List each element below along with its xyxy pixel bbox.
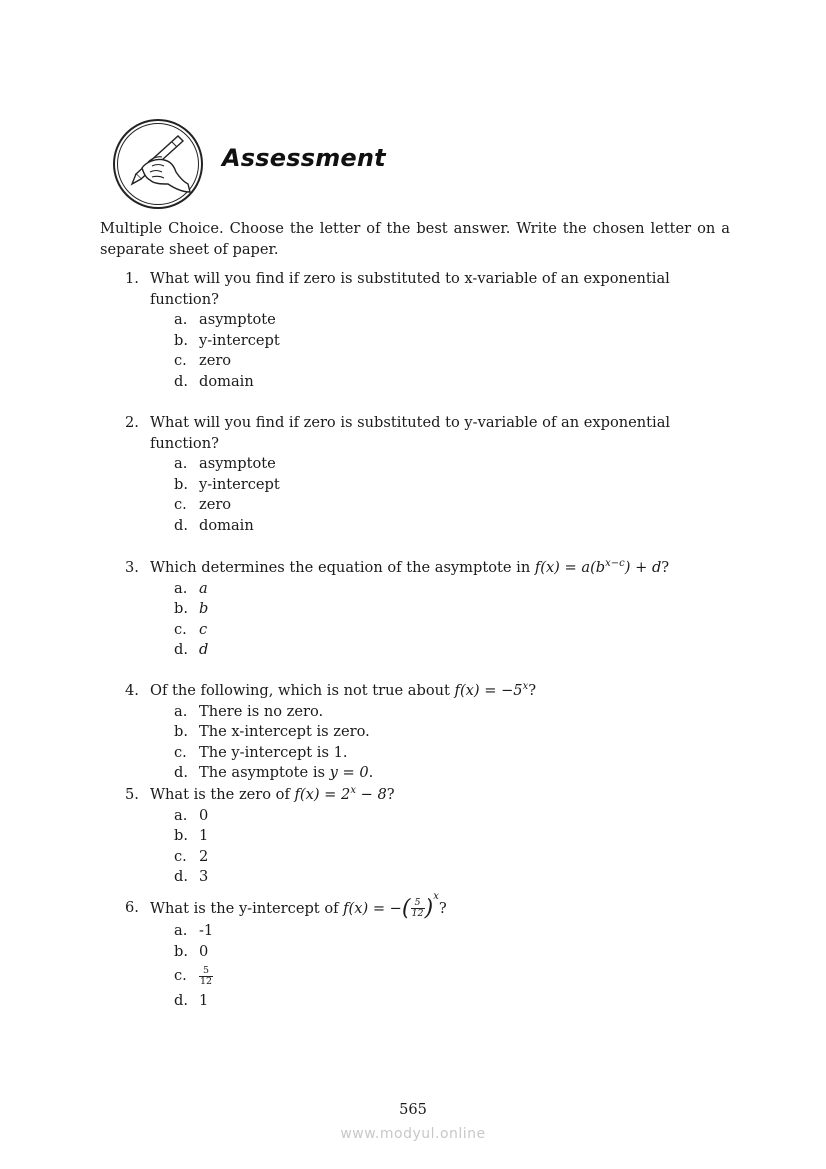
option-b: b. y-intercept: [174, 475, 280, 493]
question-text: What is the zero of $f(x) = 2^x - 8$?: [150, 785, 395, 803]
option-d: d. domain: [174, 516, 254, 534]
question-text: What will you find if zero is substituted to y-variable of an exponential function?: [150, 414, 671, 452]
math-expression: $f(x) = a(b^{x-c}) + d$: [534, 558, 662, 576]
question-text: What is the y-intercept of f(x) = −( $\frac{5}{12}$ )$^x$?: [150, 890, 447, 921]
page-title: Assessment: [222, 144, 386, 172]
question-4: [125, 681, 725, 784]
option-c: c. The y-intercept is 1.: [174, 743, 348, 761]
option-d: d. The asymptote is y = 0.: [174, 764, 374, 782]
option-d: d. domain: [174, 372, 254, 390]
option-a: a. a: [174, 579, 208, 597]
option-c: c. c: [174, 620, 208, 638]
option-c: c. zero: [174, 352, 232, 370]
instructions: Multiple Choice. Choose the letter of the best answer. Write the chosen letter on a separate sheet of paper.: [100, 220, 730, 258]
option-b: b. 1: [174, 827, 209, 845]
page-number: 565: [399, 1101, 427, 1118]
option-c: c. zero: [174, 496, 232, 514]
question-number: 1.: [125, 270, 139, 287]
option-a: a. 0: [174, 806, 209, 824]
options-list: [174, 921, 725, 1012]
math-expression: f(x) = −( $\frac{5}{12}$ )$^x$: [343, 890, 439, 921]
question-number: 3.: [125, 559, 139, 576]
question-text: Of the following, which is not true about $f(x) = -5^x$?: [150, 681, 537, 699]
question-text: Which determines the equation of the asymptote in $f(x) = a(b^{x-c}) + d$?: [150, 558, 670, 576]
options-list: [174, 579, 725, 661]
assessment-header: [112, 118, 512, 210]
question-text: What will you find if zero is substituted to x-variable of an exponential function?: [150, 270, 670, 308]
option-b: b. y-intercept: [174, 331, 280, 349]
question-number: 2.: [125, 414, 139, 431]
option-a: a. There is no zero.: [174, 702, 324, 720]
options-list: [174, 310, 725, 392]
question-number: 5.: [125, 786, 139, 803]
option-c: c. $\frac{5}{12}$: [174, 965, 213, 988]
option-d: d. d: [174, 641, 209, 659]
option-a: a. asymptote: [174, 311, 276, 329]
question-1: [125, 269, 725, 393]
question-3: [125, 558, 725, 661]
options-list: [174, 806, 725, 888]
question-number: 4.: [125, 682, 139, 699]
math-expression: $f(x) = -5^x$: [454, 681, 529, 699]
option-a: a. -1: [174, 922, 214, 939]
options-list: [174, 454, 725, 536]
options-list: [174, 702, 725, 784]
option-b: b. 0: [174, 942, 209, 960]
question-number: 6.: [125, 898, 139, 916]
option-c: c. 2: [174, 847, 209, 865]
question-6: [125, 890, 725, 1012]
math-expression: $f(x) = 2^x - 8$: [294, 785, 387, 803]
option-b: b. The x-intercept is zero.: [174, 723, 370, 741]
question-2: [125, 413, 725, 537]
option-d: d. 1: [174, 992, 209, 1010]
question-5: [125, 785, 725, 888]
writing-hand-icon: [112, 118, 204, 210]
watermark: www.modyul.online: [340, 1126, 486, 1142]
option-a: a. asymptote: [174, 455, 276, 473]
option-d: d. 3: [174, 868, 209, 886]
option-b: b. b: [174, 600, 209, 618]
